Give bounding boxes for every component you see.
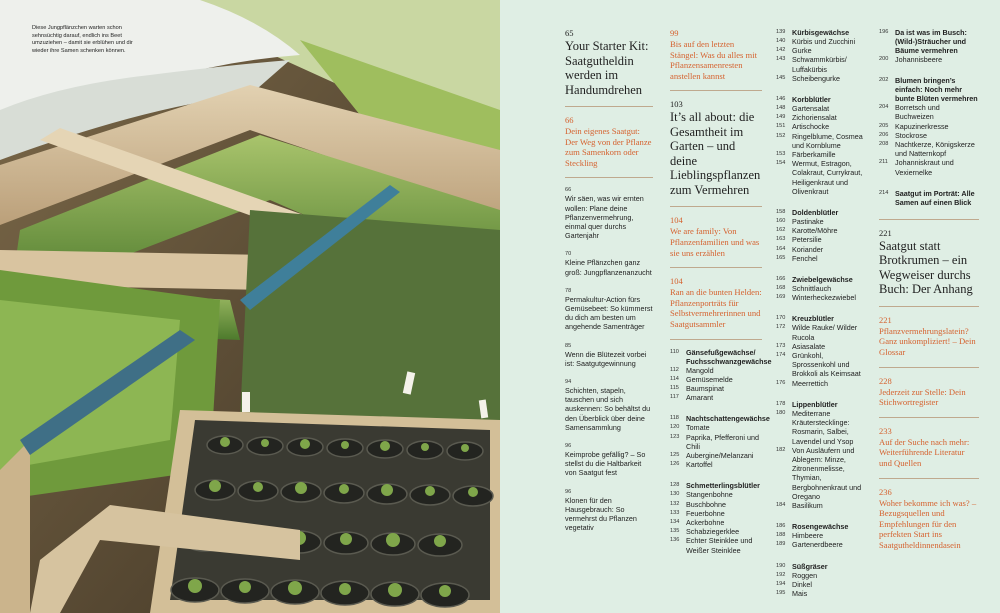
divider bbox=[670, 339, 762, 340]
plant-entry: 172 Wilde Rauke/ Wilder Rucola bbox=[776, 323, 858, 342]
plant-family-group bbox=[670, 347, 772, 403]
plant-entry: 135 Schabziegerklee bbox=[670, 527, 740, 537]
toc-item: 78 Permakultur-Action fürs Gemüsebeet: So kümmerst du dich am besten um angehende Samenträger bbox=[565, 287, 653, 332]
photo-caption: Diese Jungpflänzchen warten schon sehnsüchtig darauf, endlich ins Beet umzuziehen – damit sie erblühen und dir wieder ihre Samen schenken können. bbox=[32, 25, 133, 54]
section-title: Pflanzvermehrungslatein? Ganz unkompliziert! – Dein Glossar bbox=[879, 325, 976, 358]
plant-family-heading: 196 Da ist was im Busch: (Wild-)Sträucher und Bäume vermehren bbox=[879, 28, 967, 55]
plant-entry: 162 Karotte/Möhre bbox=[776, 226, 838, 236]
plant-entry: 114 Gemüsemelde bbox=[670, 374, 733, 384]
plant-entry: 163 Petersilie bbox=[776, 235, 822, 245]
plant-entry: 115 Baumspinat bbox=[670, 383, 724, 393]
section-page-number: 236 bbox=[879, 486, 892, 497]
section-title: Auf der Suche nach mehr: Weiterführende Literatur und Quellen bbox=[879, 436, 970, 468]
section-page-number: 66 bbox=[565, 115, 574, 125]
plant-entry: 130 Stangenbohne bbox=[670, 490, 733, 500]
plant-family-group bbox=[879, 76, 979, 177]
plant-entry: 192 Roggen bbox=[776, 570, 818, 580]
plant-entry: 182 Von Ausläufern und Ablegern: Minze, Zitronenmelisse, Thymian, Bergbohnenkraut und Oregano bbox=[776, 445, 862, 501]
section-page-number: 233 bbox=[879, 425, 892, 436]
toc-item: 85 Wenn die Blütezeit vorbei ist: Saatgutgewinnung bbox=[565, 342, 647, 368]
plant-family-group bbox=[776, 208, 868, 263]
plant-entry: 206 Stockrose bbox=[879, 130, 927, 140]
plant-entry: 184 Basilikum bbox=[776, 500, 823, 510]
chapter-title: Your Starter Kit: Saatgutheldin werden im Handumdrehen bbox=[565, 39, 649, 97]
section-page-number: 99 bbox=[670, 28, 679, 38]
toc-item: 96 Klonen für den Hausgebrauch: So vermehrst du Pflanzen vegetativ bbox=[565, 488, 637, 533]
plant-family-heading: 166 Zwiebelgewächse bbox=[776, 275, 853, 285]
table-of-contents bbox=[500, 0, 1000, 613]
plant-family-heading: 186 Rosengewächse bbox=[776, 522, 849, 532]
plant-entry: 151 Artischocke bbox=[776, 122, 830, 132]
plant-entry: 153 Färberkamille bbox=[776, 150, 836, 160]
plant-entry: 123 Paprika, Pfefferoni und Chili bbox=[670, 432, 759, 451]
section-page-number: 228 bbox=[879, 375, 892, 386]
plant-family-group bbox=[670, 414, 770, 470]
plant-family-group bbox=[776, 275, 868, 302]
toc-item: 70 Kleine Pflänzchen ganz groß: Jungpflanzenanzucht bbox=[565, 251, 652, 277]
divider bbox=[879, 417, 979, 418]
divider bbox=[670, 90, 762, 91]
section-title: We are family: Von Pflanzenfamilien und was sie uns erzählen bbox=[670, 226, 760, 258]
plant-family-group bbox=[879, 189, 979, 207]
plant-family-heading: 139 Kürbisgewächse bbox=[776, 28, 850, 37]
divider bbox=[565, 177, 653, 178]
divider bbox=[879, 367, 979, 368]
plant-entry: 176 Meerrettich bbox=[776, 378, 828, 388]
plant-family-group bbox=[776, 28, 868, 83]
plant-family-heading: 118 Nachtschattengewächse bbox=[670, 414, 770, 424]
plant-family-group bbox=[776, 314, 868, 387]
toc-column-4 bbox=[879, 28, 979, 551]
plant-entry: 120 Tomate bbox=[670, 423, 710, 433]
plant-entry: 145 Scheibengurke bbox=[776, 73, 840, 83]
section-title: Jederzeit zur Stelle: Dein Stichwortregister bbox=[879, 386, 966, 408]
plant-family-heading: 128 Schmetterlingsblütler bbox=[670, 481, 760, 491]
section-title: Bis auf den letzten Stängel: Was du alles mit Pflanzensamenresten anstellen kannst bbox=[670, 39, 757, 81]
plant-family-heading: 158 Doldenblütler bbox=[776, 208, 839, 218]
plant-entry: 189 Gartenerdbeere bbox=[776, 540, 843, 550]
plant-entry: 168 Schnittlauch bbox=[776, 284, 832, 294]
plant-family-group bbox=[776, 400, 868, 510]
plant-family-group bbox=[879, 28, 979, 64]
section-page-number: 104 bbox=[670, 276, 683, 287]
plant-entry: 165 Fenchel bbox=[776, 253, 818, 263]
plant-entry: 188 Himbeere bbox=[776, 531, 824, 541]
toc-column-3 bbox=[776, 28, 868, 610]
toc-column-2 bbox=[670, 28, 772, 567]
plant-entry: 133 Feuerbohne bbox=[670, 508, 725, 518]
plant-entry: 148 Gartensalat bbox=[776, 104, 830, 114]
divider bbox=[879, 219, 979, 220]
plant-entry: 142 Gurke bbox=[776, 46, 812, 56]
plant-entry: 174 Grünkohl, Sprossenkohl und Brokkoli als Keimsaat bbox=[776, 351, 861, 379]
plant-entry: 125 Aubergine/Melanzani bbox=[670, 450, 754, 460]
divider bbox=[565, 106, 653, 107]
plant-entry: 208 Nachtkerze, Königskerze und Natternkopf bbox=[879, 140, 975, 159]
divider bbox=[670, 267, 762, 268]
plant-entry: 200 Johannisbeere bbox=[879, 55, 943, 64]
plant-family-heading: 178 Lippenblütler bbox=[776, 399, 838, 409]
section-title: Dein eigenes Saatgut: Der Weg von der Pflanze zum Samenkorn oder Steckling bbox=[565, 126, 652, 168]
plant-entry: 204 Borretsch und Buchweizen bbox=[879, 103, 940, 122]
section-page-number: 104 bbox=[670, 215, 683, 226]
plant-family-group bbox=[776, 95, 868, 196]
plant-family-heading: 190 Süßgräser bbox=[776, 561, 828, 571]
plant-family-group bbox=[670, 481, 762, 554]
plant-entry: 149 Zichoriensalat bbox=[776, 113, 837, 123]
plant-entry: 154 Wermut, Estragon, Colakraut, Currykraut, Heiligenkraut und Olivenkraut bbox=[776, 159, 863, 196]
plant-entry: 205 Kapuzinerkresse bbox=[879, 121, 949, 131]
section-title: Woher bekomme ich was? – Bezugsquellen und Empfehlungen für den perfekten Start ins Saatgutheldinnendasein bbox=[879, 497, 977, 550]
chapter-title: It’s all about: die Gesamtheit im Garten – und deine Lieblingspflanzen zum Vermehren bbox=[670, 110, 761, 197]
plant-entry: 211 Johanniskraut und Vexiernelke bbox=[879, 158, 954, 177]
chapter-page-number: 221 bbox=[879, 227, 892, 238]
plant-family-heading: 170 Kreuzblütler bbox=[776, 314, 834, 324]
plant-family-group bbox=[776, 522, 868, 549]
chapter-page-number: 103 bbox=[670, 99, 683, 110]
plant-entry: 112 Mangold bbox=[670, 365, 714, 375]
divider bbox=[670, 206, 762, 207]
plant-entry: 134 Ackerbohne bbox=[670, 517, 725, 527]
plant-entry: 194 Dinkel bbox=[776, 579, 812, 589]
plant-entry: 117 Amarant bbox=[670, 393, 714, 403]
plant-family-heading: 110 Gänsefußgewächse/ Fuchsschwanzgewächse bbox=[670, 347, 772, 366]
plant-entry: 152 Ringelblume, Cosmea und Kornblume bbox=[776, 131, 863, 150]
plant-family-heading: 202 Blumen bringen’s einfach: Noch mehr bunte Blüten vermehren bbox=[879, 76, 978, 104]
toc-item: 94 Schichten, stapeln, tauschen und sich auskennen: So behältst du den Überblick über deine Samensammlung bbox=[565, 379, 651, 432]
divider bbox=[879, 306, 979, 307]
toc-column-1 bbox=[565, 28, 653, 542]
plant-entry: 164 Koriander bbox=[776, 244, 824, 254]
plant-family-heading: 214 Saatgut im Porträt: Alle Samen auf einen Blick bbox=[879, 188, 975, 207]
plant-entry: 173 Asiasalate bbox=[776, 341, 826, 351]
plant-entry: 195 Mais bbox=[776, 588, 808, 598]
chapter-page-number: 65 bbox=[565, 28, 574, 38]
plant-entry: 136 Echter Steinklee und Weißer Steinklee bbox=[670, 536, 753, 555]
plant-entry: 180 Mediterrane Kräuterstecklinge: Rosmarin, Salbei, Lavendel und Ysop bbox=[776, 408, 854, 446]
chapter-title: Saatgut statt Brotkrumen – ein Wegweiser durchs Buch: Der Anhang bbox=[879, 238, 973, 297]
divider bbox=[879, 478, 979, 479]
plant-family-group bbox=[776, 562, 868, 599]
section-page-number: 221 bbox=[879, 314, 892, 325]
toc-item: 66 Wir säen, was wir ernten wollen: Plane deine Pflanzenvermehrung, einmal quer durchs Gartenjahr bbox=[565, 187, 644, 241]
plant-entry: 160 Pastinake bbox=[776, 217, 824, 227]
plant-entry: 132 Buschbohne bbox=[670, 499, 726, 509]
section-title: Ran an die bunten Helden: Pflanzenporträts für Selbstvermehrerinnen und Saatgutsammler bbox=[670, 287, 762, 329]
plant-entry: 143 Schwammkürbis/ Luffakürbis bbox=[776, 55, 847, 74]
toc-item: 96 Keimprobe gefällig? – So stellst du die Haltbarkeit von Saatgut fest bbox=[565, 443, 646, 478]
plant-family-heading: 146 Korbblütler bbox=[776, 95, 831, 105]
plant-entry: 169 Winterheckezwiebel bbox=[776, 293, 856, 303]
plant-entry: 140 Kürbis und Zucchini bbox=[776, 37, 856, 46]
plant-entry: 126 Kartoffel bbox=[670, 460, 713, 470]
